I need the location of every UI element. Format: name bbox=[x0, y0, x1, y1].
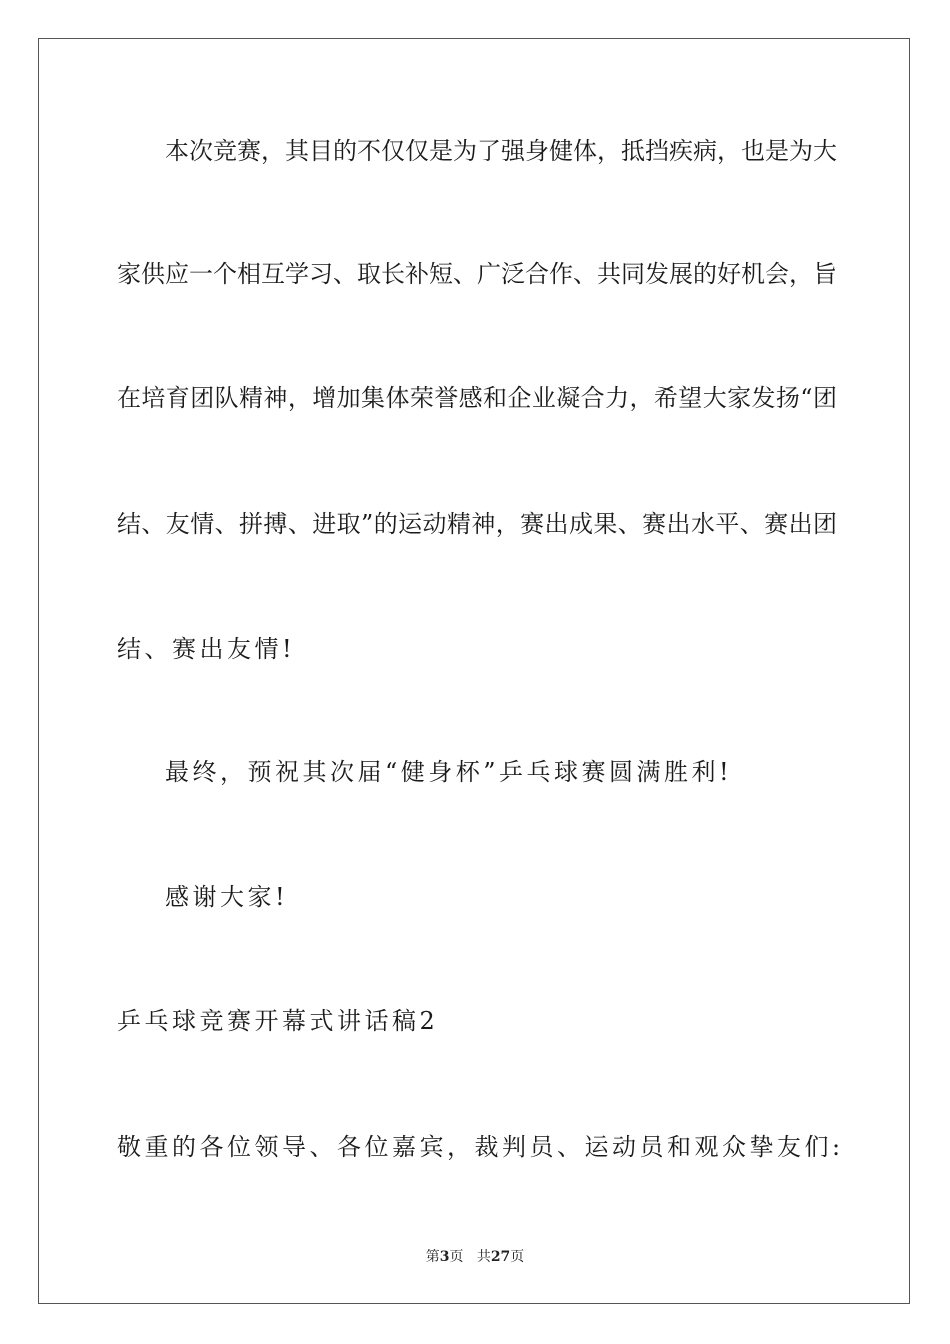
footer-total-prefix: 共 bbox=[476, 1250, 491, 1265]
section-title: 乒乓球竞赛开幕式讲话稿2 bbox=[117, 1007, 439, 1035]
footer-total-pages: 27 bbox=[490, 1249, 511, 1265]
paragraph-1-line-1: 本次竞赛，其目的不仅仅是为了强身健体，抵挡疾病，也是为大 bbox=[165, 137, 837, 165]
page-footer bbox=[0, 1248, 950, 1267]
footer-total-suffix: 页 bbox=[510, 1250, 525, 1265]
footer-page-suffix: 页 bbox=[449, 1250, 464, 1265]
paragraph-1-line-3: 在培育团队精神，增加集体荣誉感和企业凝合力，希望大家发扬“团 bbox=[117, 384, 837, 412]
footer-page-number: 3 bbox=[439, 1249, 450, 1265]
paragraph-3: 感谢大家! bbox=[165, 883, 289, 911]
salutation: 敬重的各位领导、各位嘉宾，裁判员、运动员和观众挚友们: bbox=[117, 1133, 844, 1161]
paragraph-1-line-4: 结、友情、拼搏、进取”的运动精神，赛出成果、赛出水平、赛出团 bbox=[117, 510, 837, 538]
paragraph-2: 最终，预祝其次届“健身杯”乒乓球赛圆满胜利! bbox=[165, 758, 733, 786]
paragraph-1-line-5: 结、赛出友情! bbox=[117, 635, 296, 663]
page-border bbox=[38, 38, 910, 1304]
footer-page-prefix: 第 bbox=[425, 1250, 440, 1265]
paragraph-1-line-2: 家供应一个相互学习、取长补短、广泛合作、共同发展的好机会，旨 bbox=[117, 260, 837, 288]
